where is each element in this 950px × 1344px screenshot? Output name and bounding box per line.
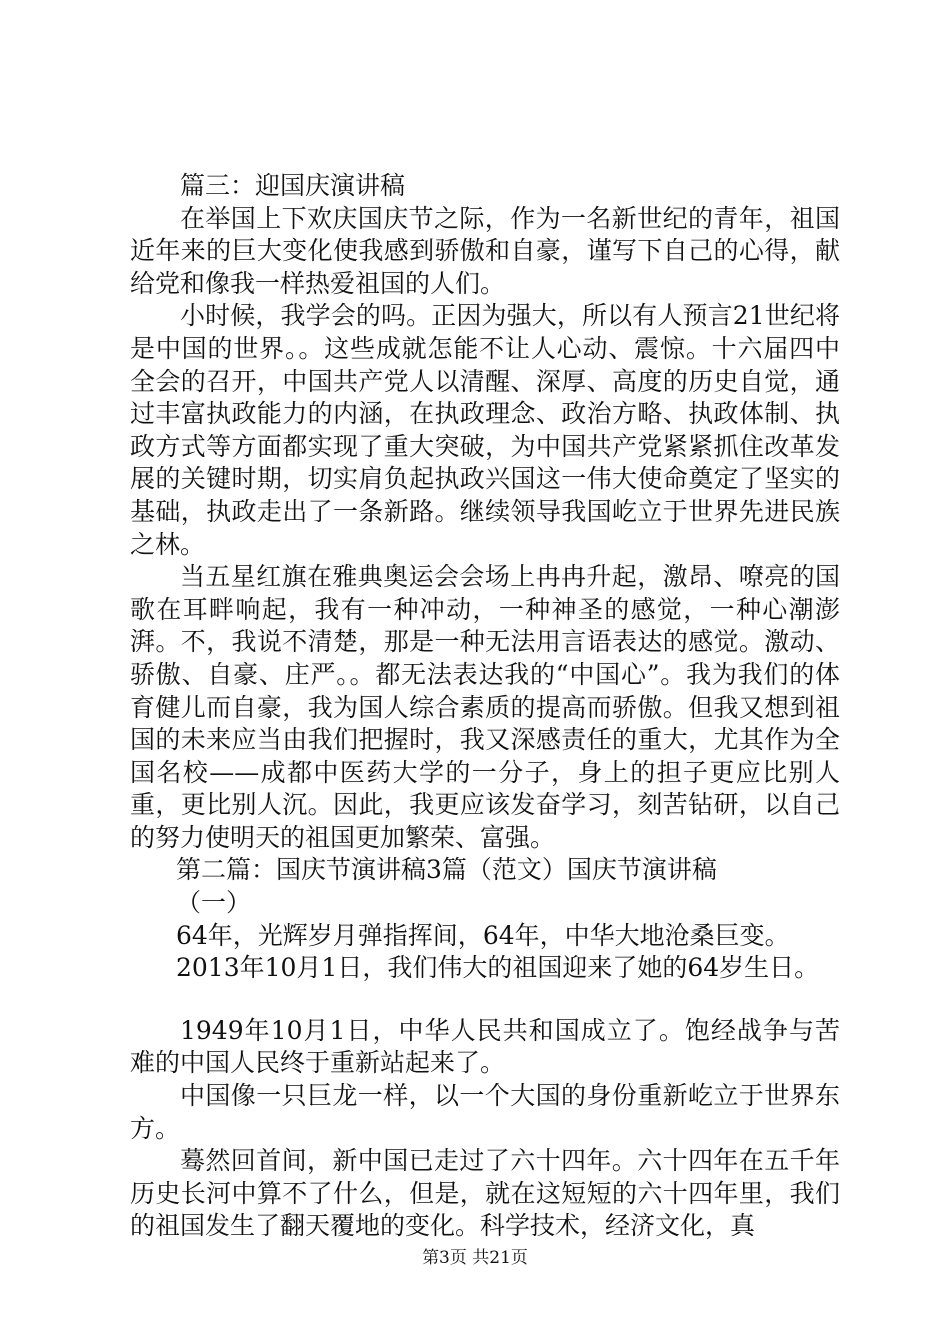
paragraph: 在举国上下欢庆国庆节之际，作为一名新世纪的青年，祖国近年来的巨大变化使我感到骄傲和自豪，谨写下自己的心得，献给党和像我一样热爱祖国的人们。 <box>130 203 840 298</box>
blank-line <box>130 985 840 1015</box>
section-title: 篇三：迎国庆演讲稿 <box>180 171 406 200</box>
sub-label: （一） <box>176 888 252 918</box>
paragraph: 小时候，我学会的吗。正因为强大，所以有人预言21世纪将是中国的世界。。这些成就怎能不让人心动、震惊。十六届四中全会的召开，中国共产党人以清醒、深厚、高度的历史自觉，通过丰富执政能力的内涵，在执政理念、政治方略、执政体制、执政方式等方面都实现了重大突破，为中国共产党紧紧抓住改革发展的关键时期，切实肩负起执政兴国这一伟大使命奠定了坚实的基础，执政走出了一条新路。继续领导我国屹立于世界先进民族之林。 <box>130 301 840 559</box>
text-line: 64年，光辉岁月弹指挥间，64年，中华大地沧桑巨变。 <box>176 920 790 950</box>
text-line: 2013年10月1日，我们伟大的祖国迎来了她的64岁生日。 <box>176 953 820 983</box>
paragraph: 中国像一只巨龙一样，以一个大国的身份重新屹立于世界东方。 <box>130 1081 840 1143</box>
page-footer: 第3页 共21页 <box>422 1248 528 1268</box>
paragraph: 1949年10月1日，中华人民共和国成立了。饱经战争与苦难的中国人民终于重新站起来了。 <box>130 1015 840 1078</box>
paragraph: 蓦然回首间，新中国已走过了六十四年。六十四年在五千年历史长河中算不了什么，但是，就在这短短的六十四年里，我们的祖国发生了翻天覆地的变化。科学技术，经济文化，真 <box>130 1146 840 1241</box>
second-title: 第二篇：国庆节演讲稿3篇（范文）国庆节演讲稿 <box>176 855 717 885</box>
paragraph: 当五星红旗在雅典奥运会会场上冉冉升起，激昂、嘹亮的国歌在耳畔响起，我有一种冲动，一种神圣的感觉，一种心潮澎湃。不，我说不清楚，那是一种无法用言语表达的感觉。激动、骄傲、自豪、庄严。。都无法表达我的“中国心”。我为我们的体育健儿而自豪，我为国人综合素质的提高而骄傲。但我又想到祖国的未来应当由我们把握时，我又深感责任的重大，尤其作为全国名校——成都中医药大学的一分子，身上的担子更应比别人重，更比别人沉。因此，我更应该发奋学习，刻苦钻研，以自己的努力使明天的祖国更加繁荣、富强。 <box>130 562 840 852</box>
document-body <box>130 170 840 1243</box>
